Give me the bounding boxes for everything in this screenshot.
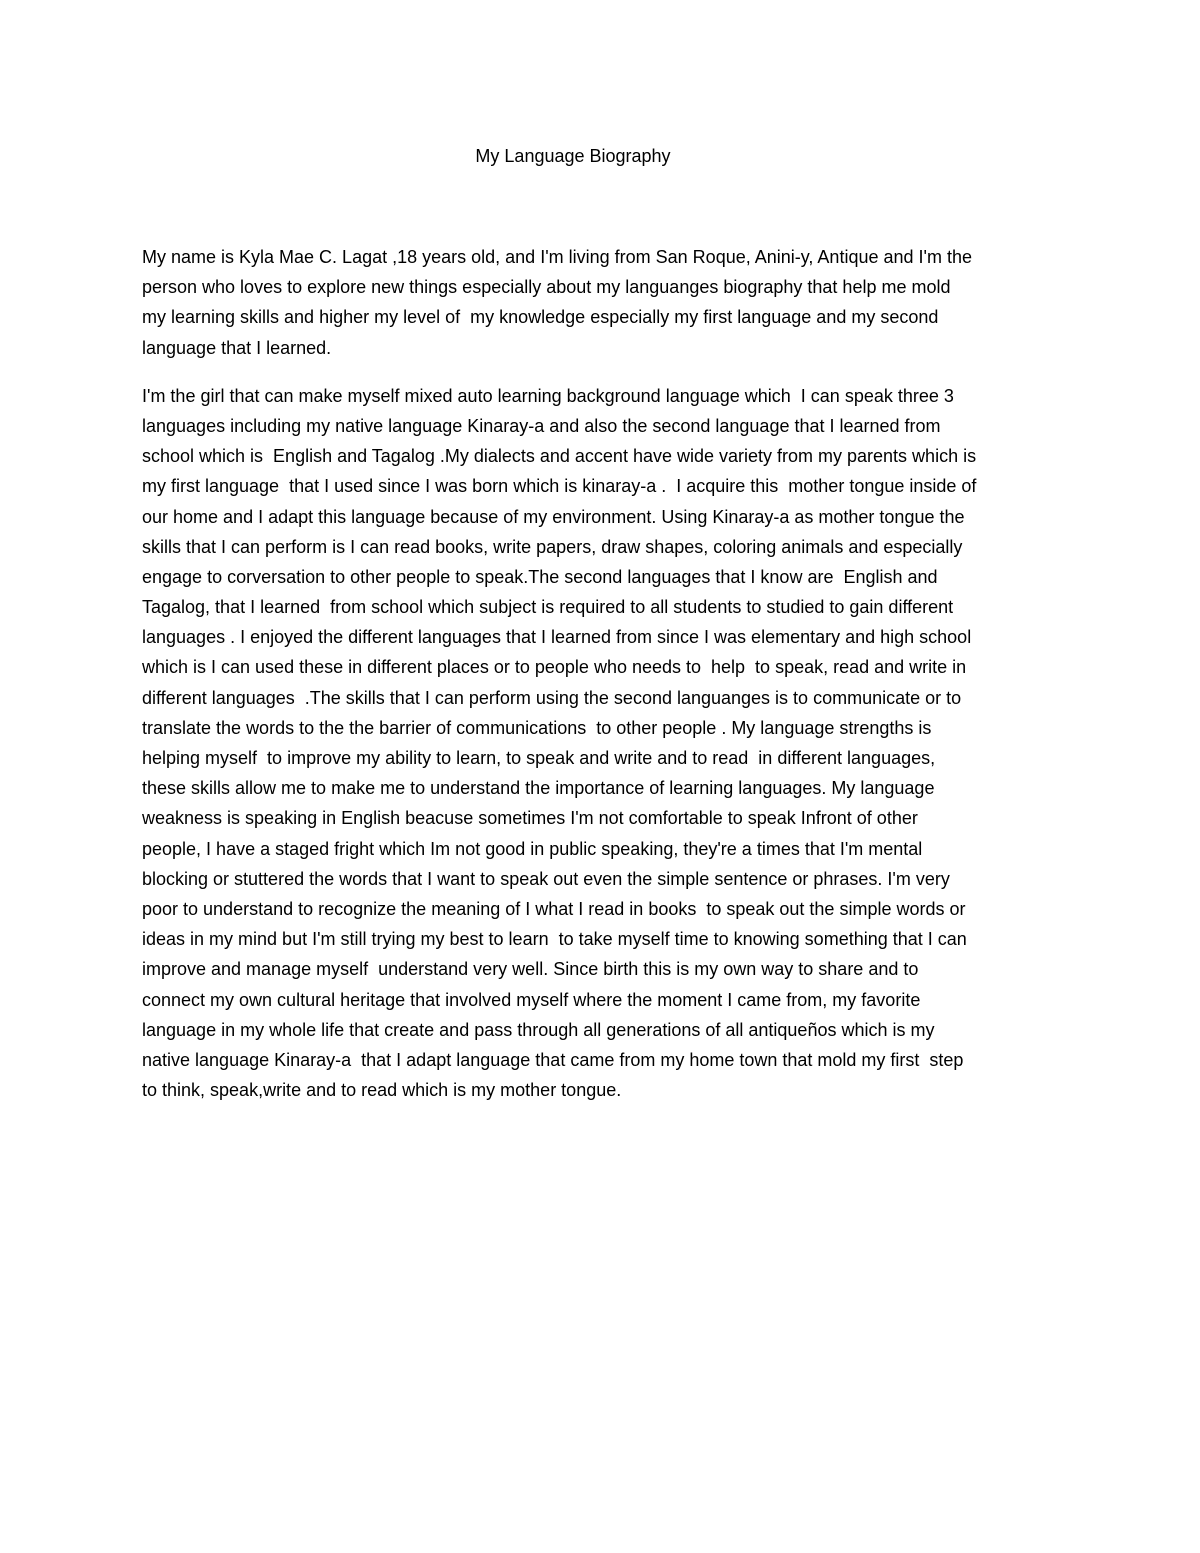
text-line: different languages .The skills that I can perform using the second languanges is to communicate or to [142,687,962,708]
text-line: I'm the girl that can make myself mixed auto learning background language which I can speak three 3 [142,385,954,406]
text-line: to think, speak,write and to read which is my mother tongue. [142,1080,622,1101]
paragraph-1 [142,242,1082,363]
text-line: helping myself to improve my ability to learn, to speak and write and to read in different languages, [142,748,936,768]
text-line: language that I learned. [142,337,332,358]
text-line: language in my whole life that create and pass through all generations of all antiqueños which is my [142,1019,935,1040]
text-line: people, I have a staged fright which Im not good in public speaking, they're a times that I'm mental [142,838,923,859]
text-line: skills that I can perform is I can read books, write papers, draw shapes, coloring animals and especially [142,536,963,557]
text-line: my first language that I used since I was born which is kinaray-a . I acquire this mother tongue inside of [142,476,977,497]
text-line: languages . I enjoyed the different languages that I learned from since I was elementary and high school [142,627,972,648]
text-line: weakness is speaking in English beacuse sometimes I'm not comfortable to speak Infront of other [142,808,918,829]
text-line: our home and I adapt this language because of my environment. Using Kinaray-a as mother tongue the [142,506,965,527]
text-line: these skills allow me to make me to understand the importance of learning languages. My language [142,778,935,799]
text-line: poor to understand to recognize the meaning of I what I read in books to speak out the simple words or [142,898,966,919]
text-line: my learning skills and higher my level of my knowledge especially my first language and my second [142,307,939,328]
text-line: connect my own cultural heritage that involved myself where the moment I came from, my favorite [142,989,921,1010]
text-line: languages including my native language Kinaray-a and also the second language that I learned from [142,415,941,436]
text-line: school which is English and Tagalog .My dialects and accent have wide variety from my parents which is [142,446,977,467]
text-line: which is I can used these in different places or to people who needs to help to speak, read and write in [142,657,967,678]
text-line: native language Kinaray-a that I adapt language that came from my home town that mold my first step [142,1049,964,1070]
text-line: Tagalog, that I learned from school which subject is required to all students to studied to gain different [142,597,954,618]
text-line: engage to corversation to other people to speak.The second languages that I know are English and [142,566,938,587]
text-line: blocking or stuttered the words that I want to speak out even the simple sentence or phrases. I'm very [142,868,950,889]
text-line: translate the words to the the barrier of communications to other people . My language strengths is [142,717,932,738]
text-line: person who loves to explore new things especially about my languanges biography that help me mold [142,277,951,298]
text-line: My name is Kyla Mae C. Lagat ,18 years old, and I'm living from San Roque, Anini-y, Antique and I'm the [142,247,972,267]
document-body [142,242,1082,1105]
document-title: My Language Biography [475,146,671,166]
text-line: improve and manage myself understand very well. Since birth this is my own way to share and to [142,959,919,980]
text-line: ideas in my mind but I'm still trying my best to learn to take myself time to knowing something that I can [142,929,967,950]
paragraph-spacer [142,363,1082,381]
paragraph-2 [142,381,1082,1106]
